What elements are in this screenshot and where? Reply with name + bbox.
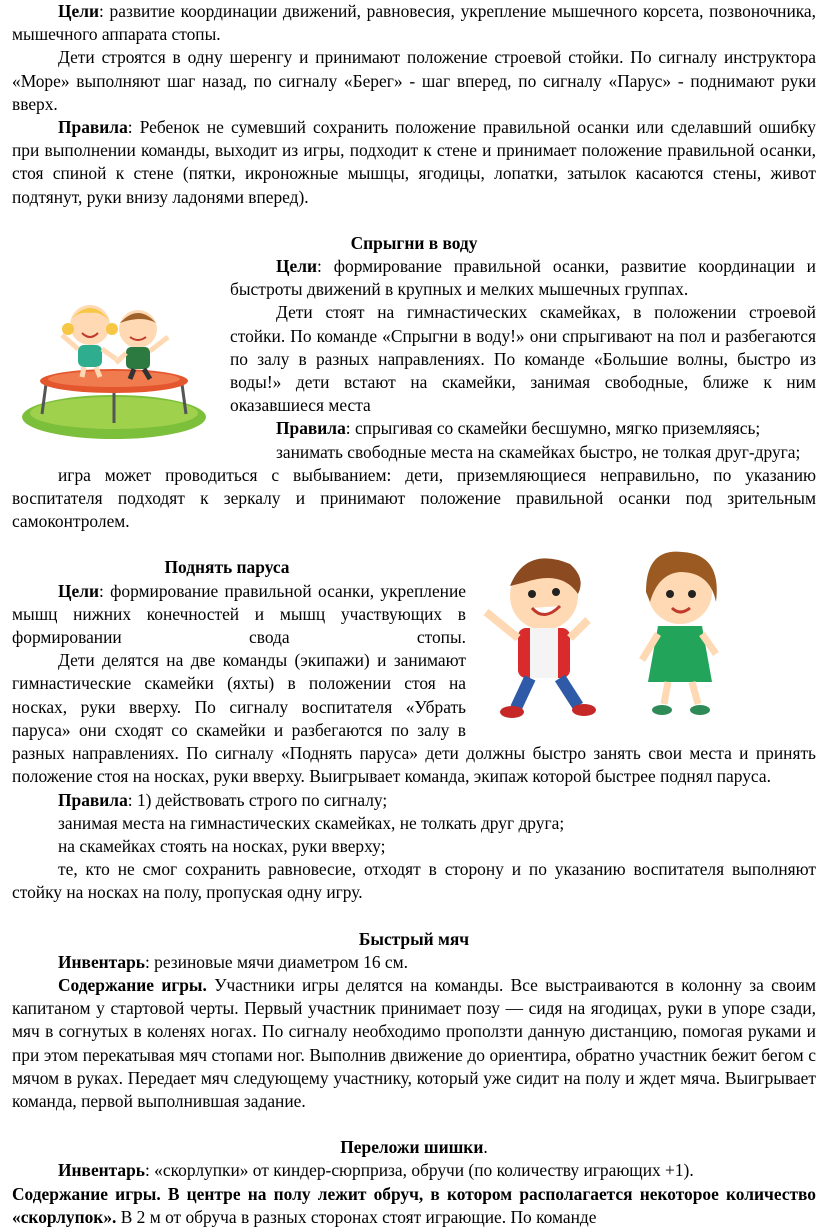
s3-rules-line-3: на скамейках стоять на носках, руки вверху; [58,835,386,856]
s5-inventory: Инвентарь: «скорлупки» от киндер-сюрприза, обручи (по количеству играющих +1). [58,1160,694,1181]
goal-label: Цели [276,256,318,277]
s1-goal-paragraph: Цели: развитие координации движений, равновесия, укрепление мышечного корсета, позвоночника, мышечного аппарата стопы. [12,1,816,45]
s2-goal-paragraph: Цели: формирование правильной осанки, развитие координации и быстроты движений в крупных и мелких мышечных группах. [230,256,816,300]
section-title-jump-into-water: Спрыгни в воду [350,232,478,253]
s3-description: Дети делятся на две команды (экипажи) и занимают гимнастические скамейки (яхты) в положении стоя на носках, руки вверху. По сигналу воспитателя «Убрать паруса» они сходят со скамейки и разбегаются по залу в разных направлениях. По сигналу «Поднять паруса» дети должны быстро занять свои места и принять положение стоя на носках, руки вверху. Выигрывает команда, экипаж которой быстрее поднял паруса. [12,650,816,787]
section-title-fast-ball: Быстрый мяч [358,928,470,949]
rules-label: Правила [58,117,128,138]
s3-goal-paragraph: Цели: формирование правильной осанки, укрепление мышц нижних конечностей и мышц участвующих в формировании свода стопы. [12,580,466,648]
trampoline-kids-image [12,289,216,449]
content-label: Содержание игры. [58,974,207,995]
goal-label: Цели [58,1,100,21]
rules-label: Правила [276,418,346,439]
document-page [12,0,816,1229]
s4-inventory: Инвентарь: резиновые мячи диаметром 16 см. [58,951,408,972]
s5-content: Содержание игры. В центре на полу лежит обруч, в котором располагается некоторое количество «скорлупок». В 2 м от обруча в разных сторонах стоят играющие. По команде [12,1183,816,1227]
s3-rules-line-4: те, кто не смог сохранить равновесие, отходят в сторону и по указанию воспитателя выполняют стойку на носках на полу, пропуская одну игру. [12,859,816,903]
inventory-label: Инвентарь [58,951,145,972]
content-label: Содержание игры. [12,1183,161,1204]
s3-rules-line-2: занимая места на гимнастических скамейках, не толкать друг друга; [58,812,565,833]
section-title-raise-sails: Поднять паруса [164,557,290,578]
s2-description: Дети стоят на гимнастических скамейках, в положении строевой стойки. По команде «Спрыгни в воду!» они спрыгивают на пол и разбегаются по залу в разных направлениях. По команде «Большие волны, быстро из воды!» дети встают на скамейки, занимая свободные, ближе к ним оказавшиеся места [230,302,816,416]
goal-label: Цели [58,580,100,601]
section-title-move-cones: Переложи шишки. [340,1137,488,1158]
dancing-kids-illustration [466,542,816,720]
s2-rules-line-3: игра может проводиться с выбыванием: дети, приземляющиеся неправильно, по указанию воспитателя подходят к зеркалу и принимают положение правильной осанки под зрительным самоконтролем. [12,464,816,532]
inventory-label: Инвентарь [58,1160,145,1181]
s3-rules-paragraph: Правила: 1) действовать строго по сигналу; [58,789,388,810]
s2-rules-paragraph: Правила: спрыгивая со скамейки бесшумно, мягко приземляясь; [276,418,761,439]
s1-description: Дети строятся в одну шеренгу и принимают положение строевой стойки. По сигналу инструктора «Море» выполняют шаг назад, по сигналу «Берег» - шаг вперед, по сигналу «Парус» - поднимают руки вверх. [12,47,816,114]
s2-rules-line-2: занимать свободные места на скамейках быстро, не толкая друг-друга; [276,441,801,462]
rules-label: Правила [58,789,128,810]
trampoline-kids-illustration [12,289,230,459]
s1-rules-paragraph: Правила: Ребенок не сумевший сохранить положение правильной осанки или сделавший ошибку при выполнении команды, выходит из игры, подходит к стене и принимает положение правильной осанки, стоя спиной к стене (пятки, икроножные мышцы, ягодицы, лопатки, затылок касаются стены, живот подтянут, руки внизу ладонями вперед). [12,117,816,207]
dancing-kids-image [466,542,806,720]
s4-content: Содержание игры. Участники игры делятся на команды. Все выстраиваются в колонну за своим капитаном у стартовой черты. Первый участник принимает позу — сидя на ягодицах, руки в упоре сзади, мяч в согнутых в коленях ногах. По сигналу необходимо проползти данную дистанцию, помогая руками и при этом перекатывая мяч стопами ног. Выполнив движение до ориентира, обратно участник бежит бегом с мячом в руках. Передает мяч следующему участнику, который уже сидит на полу и ждет мяча. Выигрывает команда, первой выполнившая задание. [12,974,816,1111]
